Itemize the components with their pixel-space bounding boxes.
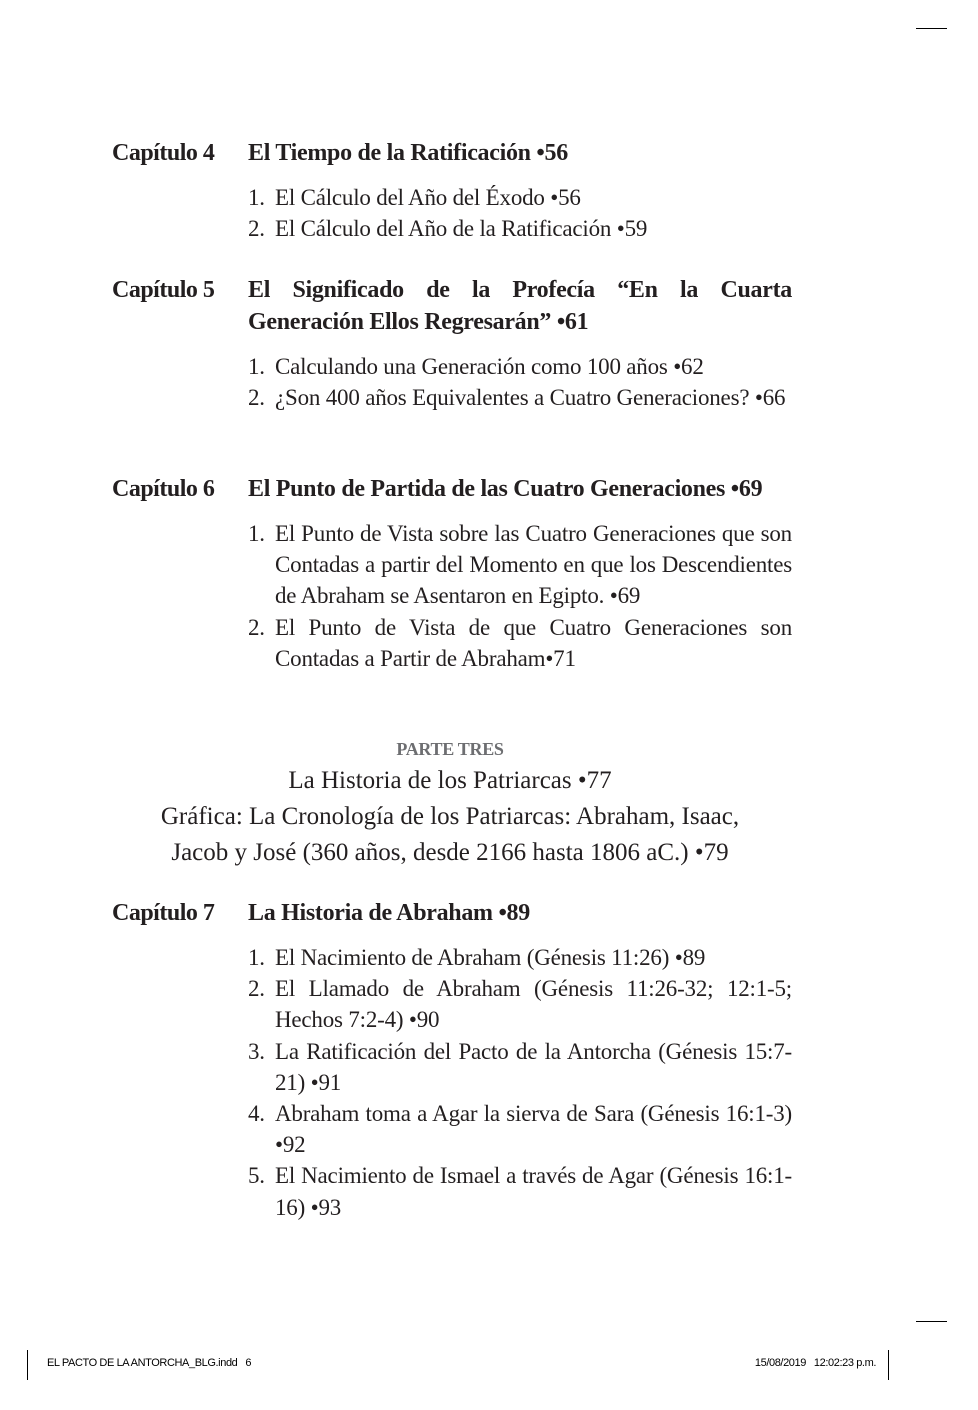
chapter-label: Capítulo 7 <box>112 900 215 926</box>
chapter-label: Capítulo 6 <box>112 476 215 502</box>
section-item <box>248 351 792 382</box>
section-text: El Nacimiento de Abraham (Génesis 11:26) •89 <box>275 945 706 970</box>
chapter-4 <box>112 137 792 244</box>
section-number: 2. <box>248 976 265 1002</box>
section-item <box>248 612 792 674</box>
section-item <box>248 213 792 244</box>
section-item <box>248 942 792 973</box>
section-list <box>248 518 792 674</box>
chapter-label: Capítulo 4 <box>112 140 215 166</box>
chapter-heading <box>112 897 792 929</box>
section-text: La Ratificación del Pacto de la Antorcha (Génesis 15:7-21) •91 <box>275 1038 792 1095</box>
section-number: 1. <box>248 945 265 970</box>
section-text: El Cálculo del Año del Éxodo •56 <box>275 185 581 210</box>
section-text: Abraham toma a Agar la sierva de Sara (Génesis 16:1-3) •92 <box>275 1101 792 1158</box>
section-item <box>248 518 792 612</box>
chapter-label: Capítulo 5 <box>112 277 215 303</box>
section-number: 5. <box>248 1163 265 1189</box>
part-chart-entry-line-2: Jacob y José (360 años, desde 2166 hasta 1806 aC.) •79 <box>171 839 729 866</box>
section-item <box>248 382 792 413</box>
part-three-block <box>100 737 800 871</box>
section-item <box>248 1036 792 1098</box>
section-text: El Punto de Vista sobre las Cuatro Generaciones que son Contadas a partir del Momento en que los Descendientes de Abraham se Asentaron en Egipto. •69 <box>275 521 792 609</box>
section-text: El Cálculo del Año de la Ratificación •59 <box>275 216 648 242</box>
slug-timestamp: 15/08/2019 12:02:23 p.m. <box>754 1357 876 1369</box>
chapter-heading <box>112 137 792 169</box>
section-number: 2. <box>248 614 265 640</box>
section-text: El Punto de Vista de que Cuatro Generaciones son Contadas a Partir de Abraham•71 <box>275 614 792 671</box>
section-number: 1. <box>248 185 265 210</box>
chapter-title: El Tiempo de la Ratificación •56 <box>248 140 568 166</box>
chapter-5 <box>112 274 792 413</box>
section-item <box>248 973 792 1035</box>
section-text: El Nacimiento de Ismael a través de Agar (Génesis 16:1-16) •93 <box>275 1163 792 1220</box>
section-number: 3. <box>248 1038 265 1064</box>
chapter-title: El Punto de Partida de las Cuatro Generaciones •69 <box>248 476 763 502</box>
section-list <box>248 351 792 413</box>
chapter-6 <box>112 473 792 674</box>
section-list <box>248 182 792 244</box>
section-item <box>248 1160 792 1222</box>
chapter-heading <box>112 473 792 505</box>
chapter-title: La Historia de Abraham •89 <box>248 900 530 926</box>
section-number: 1. <box>248 521 265 546</box>
crop-mark-top-right <box>916 28 947 29</box>
section-list <box>248 942 792 1223</box>
section-number: 2. <box>248 385 265 411</box>
section-text: Calculando una Generación como 100 años •62 <box>275 354 704 379</box>
crop-mark-bottom-left-vertical <box>27 1350 28 1380</box>
crop-mark-bottom-right <box>916 1321 947 1322</box>
section-item <box>248 1098 792 1160</box>
section-number: 2. <box>248 216 265 242</box>
slug-file-info: EL PACTO DE LA ANTORCHA_BLG.indd 6 <box>47 1357 252 1369</box>
section-item <box>248 182 792 213</box>
section-text: El Llamado de Abraham (Génesis 11:26-32; 12:1-5; Hechos 7:2-4) •90 <box>275 976 792 1033</box>
part-chart-entry-line-1: Gráfica: La Cronología de los Patriarcas: Abraham, Isaac, <box>160 803 740 830</box>
chapter-heading <box>112 274 792 338</box>
part-title: La Historia de los Patriarcas •77 <box>288 767 612 794</box>
part-label: PARTE TRES <box>396 739 504 759</box>
crop-mark-bottom-right-vertical <box>888 1350 889 1380</box>
chapter-7 <box>112 897 792 1223</box>
section-number: 4. <box>248 1101 265 1127</box>
section-text: ¿Son 400 años Equivalentes a Cuatro Generaciones? •66 <box>275 385 786 411</box>
section-number: 1. <box>248 354 265 379</box>
chapter-title: El Significado de la Profecía “En la Cuarta Generación Ellos Regresarán” •61 <box>248 277 792 335</box>
